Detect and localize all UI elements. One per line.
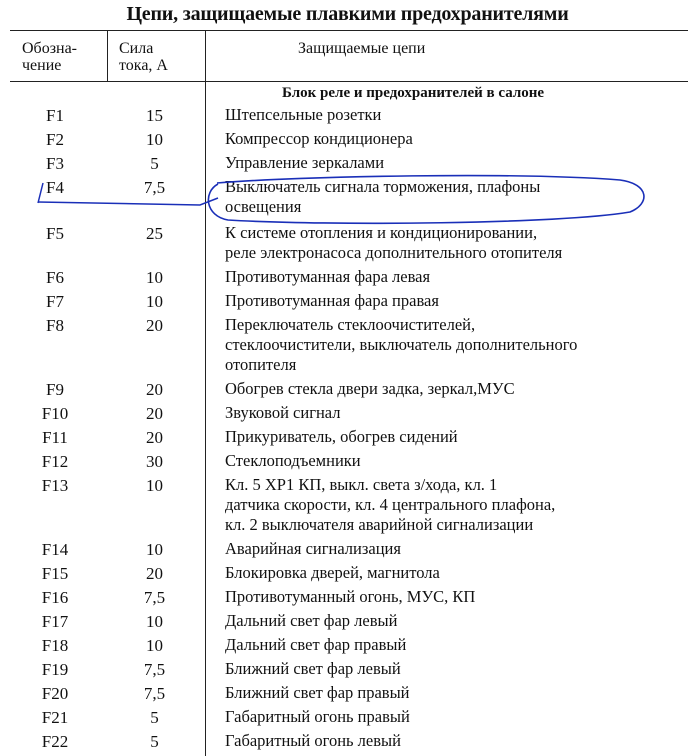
fuse-amperage: 25	[146, 224, 163, 243]
fuse-designation: F4	[46, 178, 64, 197]
fuse-amperage: 7,5	[143, 660, 166, 679]
fuse-amperage: 5	[150, 732, 159, 751]
fuse-amperage: 20	[146, 404, 163, 423]
protected-circuits	[225, 611, 675, 631]
fuse-amperage: 5	[150, 154, 159, 173]
protected-circuits	[225, 379, 675, 399]
header-amperage	[119, 40, 203, 74]
circuit-line: датчика скорости, кл. 4 центрального плафона,	[225, 495, 556, 514]
fuse-designation: F11	[42, 428, 68, 447]
protected-circuits	[225, 683, 675, 703]
protected-circuits	[225, 403, 675, 423]
circuit-line: К системе отопления и кондиционировании,	[225, 223, 538, 242]
protected-circuits	[225, 707, 675, 727]
fuse-amperage: 20	[146, 316, 163, 335]
fuse-designation: F8	[46, 316, 64, 335]
fuse-designation: F20	[41, 684, 69, 703]
protected-circuits	[225, 451, 675, 471]
fuse-amperage: 10	[146, 130, 163, 149]
circuit-line: Прикуриватель, обогрев сидений	[225, 427, 458, 446]
protected-circuits	[225, 177, 675, 217]
protected-circuits	[225, 731, 675, 751]
fuse-amperage: 20	[146, 380, 163, 399]
header-bottom-rule	[10, 81, 688, 82]
protected-circuits	[225, 427, 675, 447]
fuse-amperage: 10	[146, 268, 163, 287]
circuit-line: Ближний свет фар правый	[225, 683, 410, 702]
section-heading: Блок реле и предохранителей в салоне	[282, 85, 545, 101]
fuse-amperage: 7,5	[143, 588, 166, 607]
fuse-amperage: 15	[146, 106, 163, 125]
circuit-line: Управление зеркалами	[225, 153, 385, 172]
fuse-designation: F18	[41, 636, 69, 655]
protected-circuits	[225, 291, 675, 311]
fuse-amperage: 5	[150, 708, 159, 727]
fuse-designation: F14	[41, 540, 69, 559]
fuse-amperage: 10	[146, 540, 163, 559]
fuse-amperage: 7,5	[143, 178, 166, 197]
circuit-line: Габаритный огонь левый	[225, 731, 401, 750]
fuse-designation: F16	[41, 588, 69, 607]
fuse-designation: F19	[41, 660, 69, 679]
protected-circuits	[225, 587, 675, 607]
protected-circuits	[225, 475, 675, 535]
protected-circuits	[225, 315, 675, 375]
fuse-amperage: 7,5	[143, 684, 166, 703]
fuse-designation: F2	[46, 130, 64, 149]
circuit-line: Аварийная сигнализация	[225, 539, 401, 558]
fuse-designation: F5	[46, 224, 64, 243]
fuse-designation: F15	[41, 564, 69, 583]
circuit-line: Противотуманный огонь, МУС, КП	[225, 587, 476, 606]
circuit-line: отопителя	[225, 355, 297, 374]
table-title: Цепи, защищаемые плавкими предохранителями	[126, 3, 569, 25]
circuit-line: Противотуманная фара левая	[225, 267, 431, 286]
circuit-line: Компрессор кондиционера	[225, 129, 413, 148]
protected-circuits	[225, 267, 675, 287]
circuit-line: Габаритный огонь правый	[225, 707, 410, 726]
fuse-designation: F9	[46, 380, 64, 399]
circuit-line: Выключатель сигнала торможения, плафоны	[225, 177, 541, 196]
protected-circuits	[225, 153, 675, 173]
circuit-line: освещения	[225, 197, 302, 216]
circuit-line: Ближний свет фар левый	[225, 659, 401, 678]
circuit-line: реле электронасоса дополнительного отопителя	[225, 243, 563, 262]
fuse-designation: F6	[46, 268, 64, 287]
protected-circuits	[225, 105, 675, 125]
underline-mark	[38, 198, 218, 205]
table-top-rule	[10, 30, 688, 31]
circuit-line: стеклоочистители, выключатель дополнительного	[225, 335, 578, 354]
protected-circuits	[225, 635, 675, 655]
protected-circuits	[225, 659, 675, 679]
circuit-line: Обогрев стекла двери задка, зеркал,МУС	[225, 379, 515, 398]
fuse-designation: F12	[41, 452, 69, 471]
header-designation-text: Обозна- чение	[22, 40, 78, 74]
column-divider-1	[107, 31, 108, 81]
fuse-amperage: 20	[146, 428, 163, 447]
fuse-amperage: 10	[146, 476, 163, 495]
circuit-line: Дальний свет фар правый	[225, 635, 407, 654]
circuit-line: Дальний свет фар левый	[225, 611, 398, 630]
circuit-line: Звуковой сигнал	[225, 403, 341, 422]
fuse-designation: F7	[46, 292, 64, 311]
protected-circuits	[225, 539, 675, 559]
protected-circuits	[225, 223, 675, 263]
circuit-line: Кл. 5 ХР1 КП, выкл. света з/хода, кл. 1	[225, 475, 498, 494]
circuit-line: Стеклоподъемники	[225, 451, 361, 470]
header-circuits: Защищаемые цепи	[298, 40, 426, 57]
fuse-amperage: 10	[146, 612, 163, 631]
fuse-designation: F13	[41, 476, 69, 495]
fuse-amperage: 20	[146, 564, 163, 583]
protected-circuits	[225, 129, 675, 149]
column-divider-2	[205, 31, 206, 756]
fuse-designation: F17	[41, 612, 69, 631]
fuse-designation: F10	[41, 404, 69, 423]
circuit-line: Переключатель стеклоочистителей,	[225, 315, 476, 334]
fuse-designation: F21	[41, 708, 69, 727]
fuse-amperage: 30	[146, 452, 163, 471]
fuse-designation: F22	[41, 732, 69, 751]
fuse-designation: F1	[46, 106, 64, 125]
circuit-line: Блокировка дверей, магнитола	[225, 563, 440, 582]
circuit-line: Штепсельные розетки	[225, 105, 382, 124]
header-amperage-text: Сила тока, А	[119, 40, 168, 74]
fuse-amperage: 10	[146, 636, 163, 655]
header-designation	[22, 40, 104, 74]
fuse-designation: F3	[46, 154, 64, 173]
circuit-line: кл. 2 выключателя аварийной сигнализации	[225, 515, 534, 534]
protected-circuits	[225, 563, 675, 583]
fuse-amperage: 10	[146, 292, 163, 311]
circuit-line: Противотуманная фара правая	[225, 291, 439, 310]
